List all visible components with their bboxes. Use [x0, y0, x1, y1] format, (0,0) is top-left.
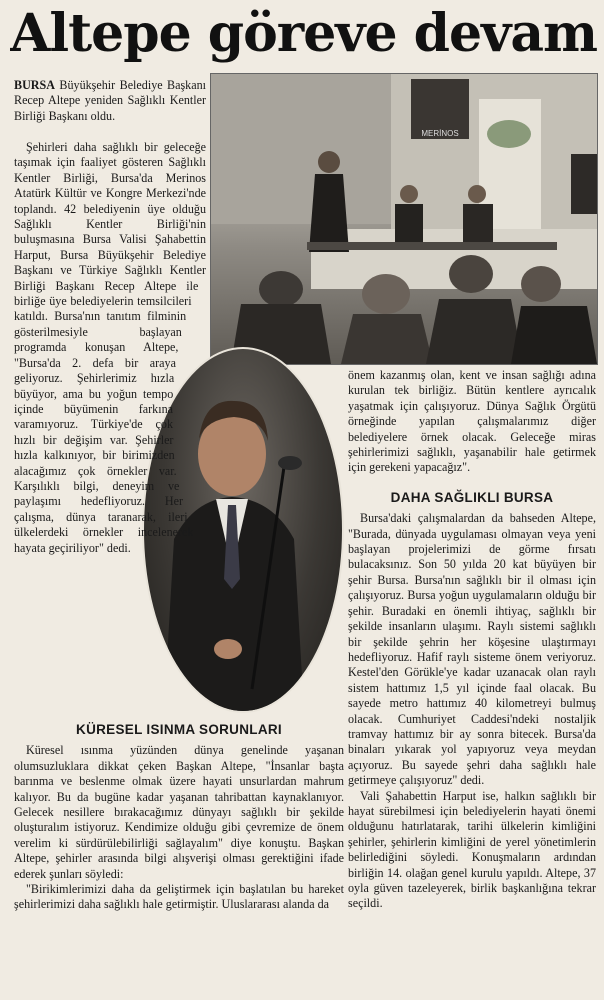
- right-column: [348, 368, 596, 1000]
- dateline: BURSA: [14, 78, 55, 92]
- left-column-lower: [14, 720, 344, 1000]
- body-paragraph: Bursa'daki çalışmalardan da bahseden Altepe, "Burada, dünyada uygulaması olmayan veya yeni başlayan projelerimizi de görme fırsatı bulacaksınız. Son 50 yılda 20 kat büyüyen bir şehir Bursa. Bursa'nın sağlıklı bir il olması için çalışıyoruz. Bursa yoğun uygulamaların olduğu bir şehir. Buradaki en önemli ihtiyaç, sağlıklı bir şekilde insanların ulaşımı. Raylı sistemi sağlıklı bir şekilde şehrin her köşesine ulaştırmayı hedefliyoruz. Hafif raylı sisteme önem veriyoruz. Kestel'den Görükle'ye kadar uzanacak olan raylı sistem hattımız 1,5 yıl içinde faal olacak. Bu sayede metro hattımız 40 kilometreyi bulmuş olacak. Cumhuriyet Caddesi'ndeki nostaljik tramvay hattımız bir ay sonra bitecek. Bursa'da binaları yıkarak yol yapıyoruz veya meydan açıyoruz. Bu sayede şehri daha sağlıklı hale getirmeye çalışıyoruz" dedi.: [348, 511, 596, 788]
- lead-text: Büyükşehir Belediye Başkanı Recep Altepe yeniden Sağlıklı Kentler Birliği Başkanı oldu.: [14, 78, 206, 123]
- subhead-healthier-bursa: DAHA SAĞLIKLI BURSA: [390, 489, 554, 505]
- headline: Altepe göreve devam: [10, 3, 598, 64]
- conference-photo: [210, 73, 598, 365]
- body-paragraph: Küresel ısınma yüzünden dünya genelinde yaşanan olumsuzluklara dikkat çeken Başkan Altepe, "İnsanlar başta barınma ve beslenme olmak üzere hayati unsurlardan mahrum kalıyor. Bu da bugüne kadar yaşanan tahribattan kaynaklanıyor. Gelecek nesillere bırakacağımız dünyayı sağlıklı bir şekilde oluşturalım istiyoruz. Kendimize olduğu gibi çevremize de önem verelim ki sürdürülebilirliği sağlayalım" diye konuştu. Başkan Altepe, şehirler arasında bilgi alışverişi olması gerektiğini ifade ederek şunları söyledi:: [14, 743, 344, 881]
- subhead-global-warming: KÜRESEL ISINMA SORUNLARI: [76, 722, 282, 737]
- body-paragraph: Vali Şahabettin Harput ise, halkın sağlıklı bir hayat sürebilmesi için belediyelerin hayati önemi olduğunu hatırlatarak, tarihi ülkelerin kimliğini şehirler, şehirlerin kimliğini de yerel yönetimlerin belirlediğini söyledi. Konuşmaların ardından birliğin 14. olağan genel kurulu yapıldı. Altepe, 37 oyla güven tazeleyerek, birlik başkanlığına tekrar seçildi.: [348, 788, 596, 911]
- banner-text: MERİNOS: [421, 129, 459, 138]
- body-paragraph: Şehirleri daha sağlıklı bir geleceğe taşımak için faaliyet gösteren Sağlıklı Kentler Birliği, Bursa'da Merinos Atatürk Kültür ve Kongre Merkezi'nde toplandı. 42 belediyenin üye olduğu Sağlıklı Kentler Birliği'nin buluşmasına Bursa Valisi Şahabettin Harput, Bursa Büyükşehir Belediye Başkanı ve Türkiye Sağlıklı Kentler Birliği Başkanı Recep Altepe ile birliğe üye belediyelerin temsilcileri katıldı. Bursa'nın tanıtım filminin gösterilmesiyle başlayan programda konuşan Altepe, "Bursa'da 2. defa bir araya geliyoruz. Şehirlerimiz hızla büyüyor, ama bu yoğun tempo içinde büyümenin farkına varamıyoruz. Türkiye'de çok hızlı bir değişim var. Şehirler hızla kalkınıyor, bir birimizden alacağımız çok örnekler var. Karşılıklı bilgi, deneyim ve paylaşımı hedefliyoruz. Her çalışma, dünya taranarak, ileri ülkelerdeki örnekler incelenerek hayata geçiriliyor" dedi.: [14, 140, 206, 555]
- body-paragraph: önem kazanmış olan, kent ve insan sağlığı adına kurulan tek birliğiz. Bütün kentlere ayrıcalık yaşatmak için çalışıyoruz. Dünya Sağlık Örgütü örneğinde yapılan çalışmalarımız diğer belediyelere örnek olacak. Geleceğe miras şehirlerimizi sağlıklı, yaşanabilir hale getirmek için gerekeni yapacağız".: [348, 368, 596, 475]
- left-column-wrap: [14, 140, 206, 715]
- lead-paragraph: [14, 78, 206, 124]
- conference-photo-illustration: [211, 74, 597, 364]
- body-paragraph: "Birikimlerimizi daha da geliştirmek için başlatılan bu hareket şehirlerimizi daha sağlıklı hale getirmiştir. Uluslararası alanda da: [14, 882, 344, 912]
